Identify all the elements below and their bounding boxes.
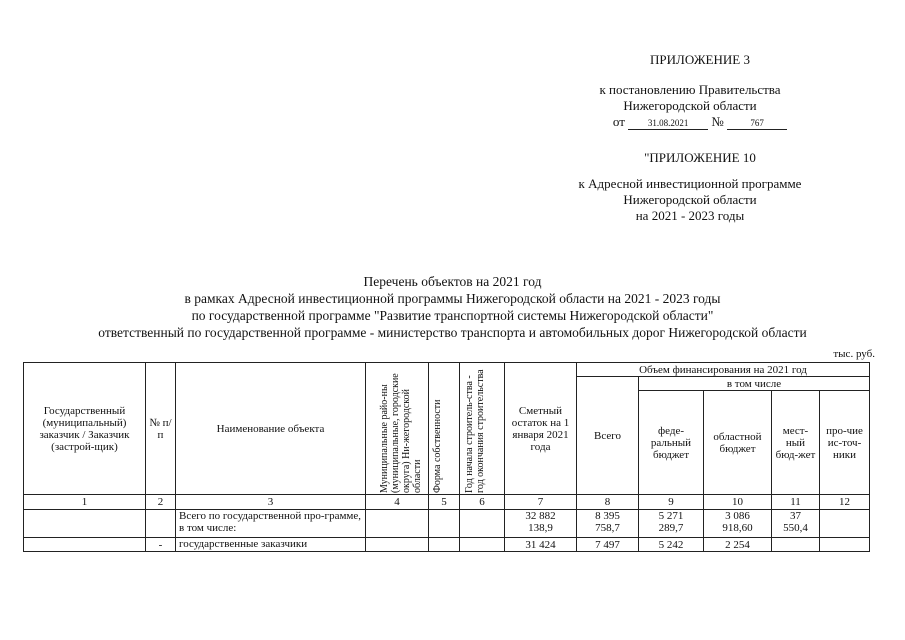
header-other: про-чие ис-точ-ники — [820, 391, 870, 495]
title-line: ответственный по государственной программе - министерство транспорта и автомобильных дорог Нижегородской области — [98, 325, 807, 340]
col-number: 2 — [146, 495, 176, 510]
cell-estimate: 32 882 138,9 — [505, 510, 577, 538]
header-districts — [366, 363, 429, 495]
cell-local: 37 550,4 — [772, 510, 820, 538]
header-including: в том числе — [639, 377, 870, 391]
objects-table — [23, 362, 870, 552]
col-number: 12 — [820, 495, 870, 510]
header-name: Наименование объекта — [176, 363, 366, 495]
from-label: от — [612, 114, 625, 129]
cell-regional: 2 254 — [704, 538, 772, 552]
cell-districts — [366, 538, 429, 552]
header-districts-text: Муниципальные райо-ны (муниципальные, городские округа) Ни-жегородской области — [379, 372, 423, 493]
cell-total: 8 395 758,7 — [577, 510, 639, 538]
column-number-row — [24, 495, 870, 510]
col-number: 10 — [704, 495, 772, 510]
resolution-reference — [570, 82, 810, 114]
header-ownership — [429, 363, 460, 495]
resolution-date: 31.08.2021 — [628, 118, 708, 130]
cell-num: - — [146, 538, 176, 552]
program-line: на 2021 - 2023 годы — [635, 208, 745, 223]
col-number: 5 — [429, 495, 460, 510]
header-estimate: Сметный остаток на 1 января 2021 года — [505, 363, 577, 495]
col-number: 4 — [366, 495, 429, 510]
cell-ownership — [429, 538, 460, 552]
header-years — [460, 363, 505, 495]
header-years-text: Год начала строитель-ства - год окончания строительства — [464, 368, 486, 493]
cell-local — [772, 538, 820, 552]
cell-other — [820, 538, 870, 552]
cell-estimate: 31 424 — [505, 538, 577, 552]
resolution-number: 767 — [727, 118, 787, 130]
title-line: в рамках Адресной инвестиционной программы Нижегородской области на 2021 - 2023 годы — [184, 291, 721, 306]
col-number: 7 — [505, 495, 577, 510]
program-line: Нижегородской области — [623, 192, 757, 207]
col-number: 11 — [772, 495, 820, 510]
title-line: по государственной программе "Развитие транспортной системы Нижегородской области" — [191, 308, 714, 323]
cell-name: Всего по государственной про-грамме, в том числе: — [176, 510, 366, 538]
cell-name: государственные заказчики — [176, 538, 366, 552]
header-regional: областной бюджет — [704, 391, 772, 495]
units-label: тыс. руб. — [833, 348, 875, 360]
cell-customer — [24, 538, 146, 552]
cell-other — [820, 510, 870, 538]
header-total: Всего — [577, 377, 639, 495]
appendix10-label: "ПРИЛОЖЕНИЕ 10 — [644, 150, 756, 165]
col-number: 8 — [577, 495, 639, 510]
cell-total: 7 497 — [577, 538, 639, 552]
cell-districts — [366, 510, 429, 538]
cell-ownership — [429, 510, 460, 538]
cell-years — [460, 538, 505, 552]
cell-years — [460, 510, 505, 538]
program-reference — [545, 176, 835, 224]
program-line: к Адресной инвестиционной программе — [578, 176, 802, 191]
header-local: мест-ный бюд-жет — [772, 391, 820, 495]
number-label: № — [711, 114, 724, 129]
cell-federal: 5 271 289,7 — [639, 510, 704, 538]
cell-customer — [24, 510, 146, 538]
resolution-line: Нижегородской области — [623, 98, 757, 113]
cell-num — [146, 510, 176, 538]
resolution-date-line — [600, 114, 800, 130]
col-number: 1 — [24, 495, 146, 510]
header-federal: феде-ральный бюджет — [639, 391, 704, 495]
header-customer: Государственный (муниципальный) заказчик / Заказчик (застрой-щик) — [24, 363, 146, 495]
header-ownership-text: Форма собственности — [432, 399, 443, 493]
title-line: Перечень объектов на 2021 год — [363, 274, 542, 289]
header-funding: Объем финансирования на 2021 год — [577, 363, 870, 377]
cell-federal: 5 242 — [639, 538, 704, 552]
col-number: 3 — [176, 495, 366, 510]
cell-regional: 3 086 918,60 — [704, 510, 772, 538]
table-row — [24, 510, 870, 538]
header-num: № п/п — [146, 363, 176, 495]
resolution-line: к постановлению Правительства — [599, 82, 781, 97]
col-number: 6 — [460, 495, 505, 510]
table-row — [24, 538, 870, 552]
col-number: 9 — [639, 495, 704, 510]
appendix-label: ПРИЛОЖЕНИЕ 3 — [650, 52, 750, 67]
document-title — [30, 273, 875, 341]
